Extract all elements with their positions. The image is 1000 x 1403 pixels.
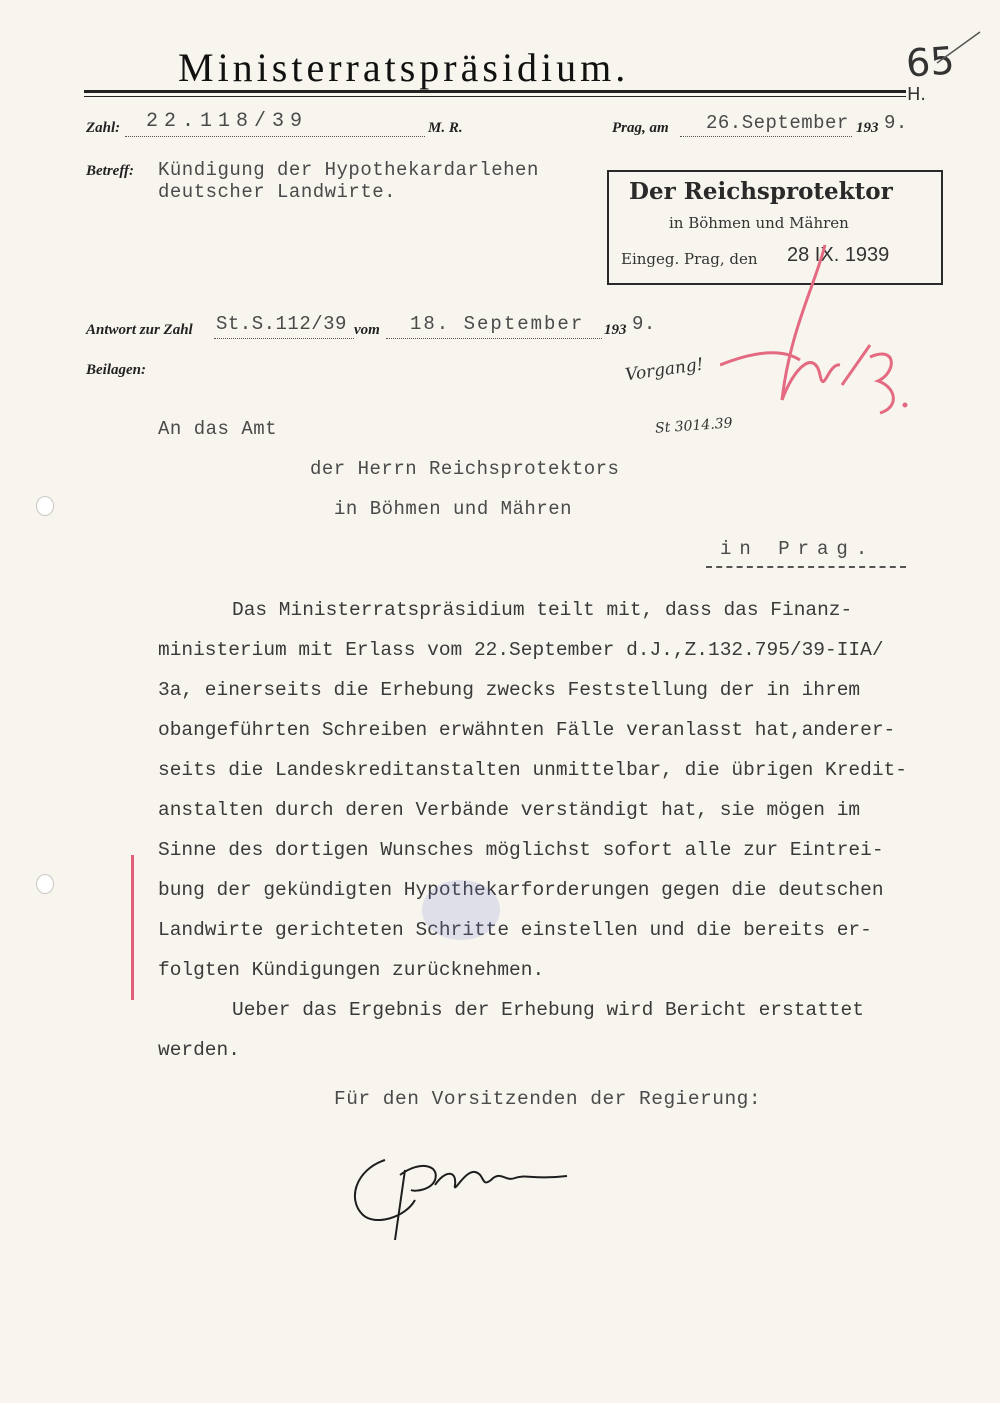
- vom-dotted-line: [386, 338, 602, 339]
- folio-letter: H.: [907, 84, 926, 105]
- beilagen-label: Beilagen:: [86, 362, 146, 378]
- body-line: Landwirte gerichteten Schritte einstellen und die bereits er-: [158, 919, 872, 941]
- address-line-4: in Prag.: [720, 538, 876, 560]
- red-pencil-initials: [720, 235, 920, 415]
- red-margin-mark: [131, 855, 134, 1000]
- body-line: anstalten durch deren Verbände verständigt hat, sie mögen im: [158, 799, 861, 821]
- zahl-label: Zahl:: [86, 120, 121, 136]
- address-line-3: in Böhmen und Mähren: [334, 498, 573, 520]
- vom-value: 18. September: [410, 313, 585, 335]
- prag-am-label: Prag, am: [612, 120, 669, 136]
- antwort-value: St.S.112/39: [216, 313, 347, 335]
- date-dotted-line: [680, 136, 852, 137]
- stamp-received-date: 28 IX. 1939: [787, 244, 890, 266]
- body-line: Das Ministerratspräsidium teilt mit, dass das Finanz-: [232, 599, 853, 621]
- body-line: 3a, einerseits die Erhebung zwecks Feststellung der in ihrem: [158, 679, 861, 701]
- header-rule-thin: [84, 96, 906, 97]
- punch-hole-bottom: [36, 874, 54, 894]
- stamp-received-label: Eingeg. Prag, den: [621, 250, 758, 268]
- antwort-label: Antwort zur Zahl: [86, 322, 193, 338]
- closing-line: Für den Vorsitzenden der Regierung:: [334, 1088, 762, 1110]
- body-line: folgten Kündigungen zurücknehmen.: [158, 959, 545, 981]
- vom-year-suffix: 9.: [632, 313, 656, 335]
- mr-label: M. R.: [428, 120, 463, 136]
- betreff-label: Betreff:: [86, 163, 135, 179]
- body-line: obangeführten Schreiben erwähnten Fälle veranlasst hat,anderer-: [158, 719, 896, 741]
- header-rule-thick: [84, 90, 906, 93]
- betreff-line-1: Kündigung der Hypothekardarlehen: [158, 159, 539, 181]
- letterhead-title: Ministerratspräsidium.: [178, 45, 630, 90]
- zahl-value: 22.118/39: [146, 110, 309, 133]
- folio-pen-stroke: [935, 28, 985, 68]
- body-line: ministerium mit Erlass vom 22.September d.J.,Z.132.795/39-IIA/: [158, 639, 884, 661]
- vom-label: vom: [354, 322, 380, 338]
- address-underline: [706, 566, 906, 568]
- zahl-dotted-line: [125, 136, 425, 137]
- body-line: werden.: [158, 1039, 240, 1061]
- year-prefix: 193: [856, 120, 879, 136]
- faint-ink-stamp: [422, 880, 500, 940]
- address-line-2: der Herrn Reichsprotektors: [310, 458, 620, 480]
- antwort-dotted-line: [214, 338, 354, 339]
- vom-year-prefix: 193: [604, 322, 627, 338]
- body-line: Sinne des dortigen Wunsches möglichst sofort alle zur Eintrei-: [158, 839, 884, 861]
- body-line: bung der gekündigten Hypothekarforderungen gegen die deutschen: [158, 879, 884, 901]
- folio-number: 65: [904, 38, 956, 86]
- handwritten-vorgang: Vorgang!: [623, 354, 705, 386]
- address-line-1: An das Amt: [158, 418, 278, 440]
- stamp-title: Der Reichsprotektor: [629, 178, 893, 205]
- punch-hole-top: [36, 496, 54, 516]
- body-line: seits die Landeskreditanstalten unmittelbar, die übrigen Kredit-: [158, 759, 907, 781]
- handwritten-reference: St 3014.39: [654, 415, 734, 437]
- body-line: Ueber das Ergebnis der Erhebung wird Bericht erstattet: [232, 999, 864, 1021]
- year-suffix: 9.: [884, 112, 908, 134]
- signature: [345, 1140, 575, 1250]
- betreff-line-2: deutscher Landwirte.: [158, 181, 397, 203]
- stamp-subtitle: in Böhmen und Mähren: [669, 214, 849, 232]
- date-value: 26.September: [706, 112, 849, 134]
